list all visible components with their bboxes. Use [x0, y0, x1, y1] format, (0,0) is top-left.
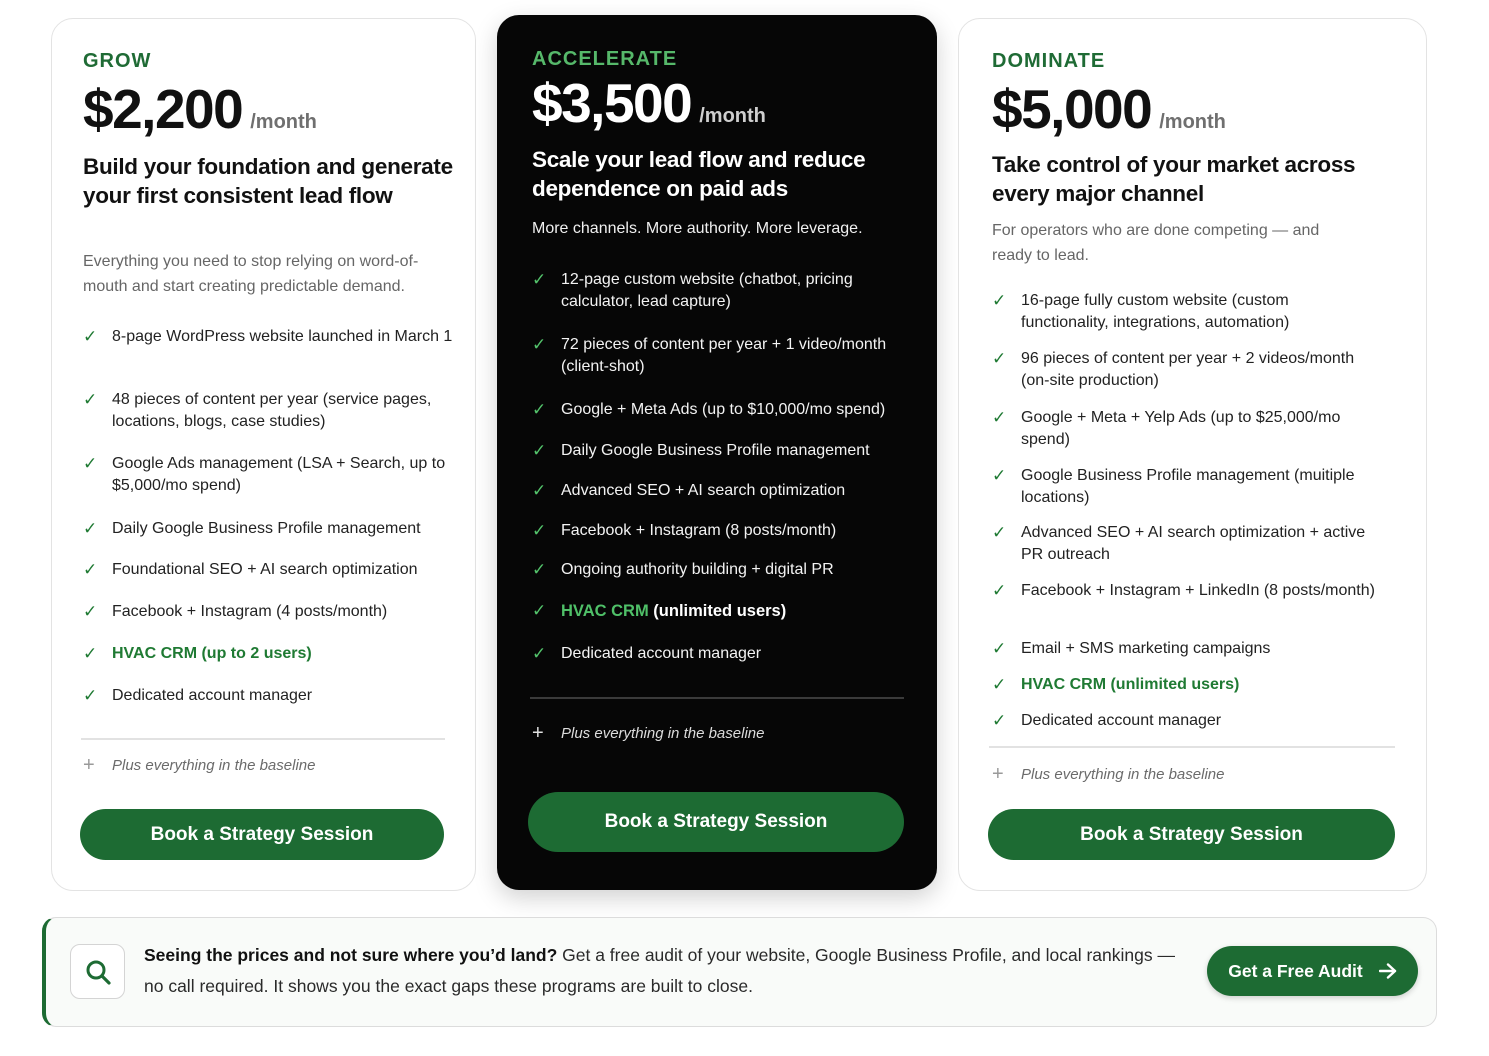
plus-icon: +	[992, 763, 1004, 785]
check-icon: ✓	[992, 639, 1007, 658]
check-icon: ✓	[992, 523, 1007, 542]
feature-item: ✓ Dedicated account manager	[992, 711, 1222, 730]
plan-headline: Build your foundation and generate your first consistent lead flow	[83, 154, 453, 208]
feature-item: ✓ Facebook + Instagram (8 posts/month)	[532, 521, 837, 540]
feature-item: ✓ 12-page custom website (chatbot, pricing calculator, lead capture)	[532, 269, 917, 313]
divider	[81, 738, 445, 740]
plan-card-grow	[51, 18, 476, 891]
get-free-audit-label: Get a Free Audit	[1228, 960, 1363, 981]
plus-icon: +	[532, 722, 544, 744]
feature-item: ✓ 72 pieces of content per year + 1 video/month (client-shot)	[532, 334, 917, 378]
check-icon: ✓	[532, 441, 547, 460]
plan-headline: Take control of your market across every major channel	[992, 152, 1356, 206]
check-icon: ✓	[992, 349, 1007, 368]
check-icon: ✓	[83, 390, 98, 409]
feature-item: ✓ 48 pieces of content per year (service pages, locations, blogs, case studies)	[83, 389, 463, 433]
plus-icon: +	[83, 754, 95, 776]
feature-item: ✓ Daily Google Business Profile management	[532, 441, 870, 460]
get-free-audit-button[interactable]	[1207, 946, 1418, 996]
free-audit-banner	[42, 917, 1437, 1027]
book-strategy-session-button[interactable]: Book a Strategy Session	[988, 809, 1395, 860]
price-period: /month	[699, 105, 766, 127]
check-icon: ✓	[992, 466, 1007, 485]
feature-item-crm: ✓ HVAC CRM (unlimited users)	[532, 601, 787, 620]
feature-item: ✓ Foundational SEO + AI search optimization	[83, 560, 418, 579]
plan-price: $5,000	[992, 78, 1152, 140]
check-icon: ✓	[532, 521, 547, 540]
divider	[530, 697, 904, 699]
check-icon: ✓	[83, 560, 98, 579]
feature-item: ✓ Google + Meta Ads (up to $10,000/mo spend)	[532, 400, 886, 419]
plan-tier: DOMINATE	[992, 50, 1106, 72]
price-row	[532, 71, 766, 135]
plan-headline: Scale your lead flow and reduce dependence on paid ads	[532, 147, 866, 201]
feature-item: ✓ Advanced SEO + AI search optimization	[532, 481, 846, 500]
plan-price: $2,200	[83, 78, 243, 140]
price-period: /month	[250, 111, 317, 133]
check-icon: ✓	[532, 560, 547, 579]
feature-item: ✓ 96 pieces of content per year + 2 videos/month (on-site production)	[992, 348, 1377, 392]
check-icon: ✓	[83, 454, 98, 473]
plan-description: For operators who are done competing — and ready to lead.	[992, 222, 1320, 264]
feature-item: ✓ Dedicated account manager	[532, 644, 762, 663]
check-icon: ✓	[992, 408, 1007, 427]
feature-item: ✓ Email + SMS marketing campaigns	[992, 639, 1271, 658]
check-icon: ✓	[532, 335, 547, 354]
feature-item: ✓ Google Ads management (LSA + Search, up to $5,000/mo spend)	[83, 453, 463, 497]
baseline-note: + Plus everything in the baseline	[992, 763, 1225, 785]
book-strategy-session-button[interactable]: Book a Strategy Session	[80, 809, 444, 860]
check-icon: ✓	[83, 644, 98, 663]
check-icon: ✓	[532, 601, 547, 620]
feature-item: ✓ Dedicated account manager	[83, 686, 313, 705]
plan-tier: GROW	[83, 50, 152, 72]
feature-item: ✓ Google + Meta + Yelp Ads (up to $25,000/mo spend)	[992, 407, 1377, 451]
feature-item: ✓ Facebook + Instagram + LinkedIn (8 posts/month)	[992, 581, 1375, 600]
check-icon: ✓	[992, 291, 1007, 310]
check-icon: ✓	[532, 481, 547, 500]
check-icon: ✓	[532, 270, 547, 289]
check-icon: ✓	[83, 519, 98, 538]
divider	[989, 746, 1395, 748]
feature-item: ✓ 16-page fully custom website (custom functionality, integrations, automation)	[992, 290, 1377, 334]
feature-item: ✓ Facebook + Instagram (4 posts/month)	[83, 602, 388, 621]
check-icon: ✓	[992, 711, 1007, 730]
book-strategy-session-button[interactable]: Book a Strategy Session	[528, 792, 904, 852]
price-row	[992, 77, 1226, 141]
check-icon: ✓	[532, 400, 547, 419]
check-icon: ✓	[83, 686, 98, 705]
feature-item-crm: ✓ HVAC CRM (up to 2 users)	[83, 644, 312, 663]
feature-item: ✓ 8-page WordPress website launched in March 1	[83, 327, 453, 346]
baseline-note: + Plus everything in the baseline	[83, 754, 316, 776]
price-period: /month	[1159, 111, 1226, 133]
plan-description: More channels. More authority. More leverage.	[532, 220, 863, 237]
baseline-note: + Plus everything in the baseline	[532, 722, 765, 744]
feature-item: ✓ Google Business Profile management (muitiple locations)	[992, 465, 1377, 509]
check-icon: ✓	[83, 327, 98, 346]
feature-item: ✓ Ongoing authority building + digital PR	[532, 560, 834, 579]
arrow-right-icon	[1379, 963, 1397, 979]
plan-description: Everything you need to stop relying on word-of-mouth and start creating predictable demand.	[83, 253, 419, 295]
plan-tier: ACCELERATE	[532, 48, 678, 70]
check-icon: ✓	[532, 644, 547, 663]
banner-message: Seeing the prices and not sure where you’d land? Get a free audit of your website, Google Business Profile, and local rankings — no call required. It shows you the exact gaps these programs are built to close.	[144, 945, 1175, 996]
check-icon: ✓	[992, 581, 1007, 600]
plan-card-dominate	[958, 18, 1427, 891]
feature-item: ✓ Advanced SEO + AI search optimization + active PR outreach	[992, 522, 1377, 566]
plan-price: $3,500	[532, 72, 692, 134]
check-icon: ✓	[992, 675, 1007, 694]
search-icon	[84, 958, 112, 986]
plan-card-accelerate	[497, 15, 937, 890]
feature-item-crm: ✓ HVAC CRM (unlimited users)	[992, 675, 1240, 694]
price-row	[83, 77, 317, 141]
check-icon: ✓	[83, 602, 98, 621]
feature-item: ✓ Daily Google Business Profile management	[83, 519, 421, 538]
search-icon-box	[70, 944, 125, 999]
